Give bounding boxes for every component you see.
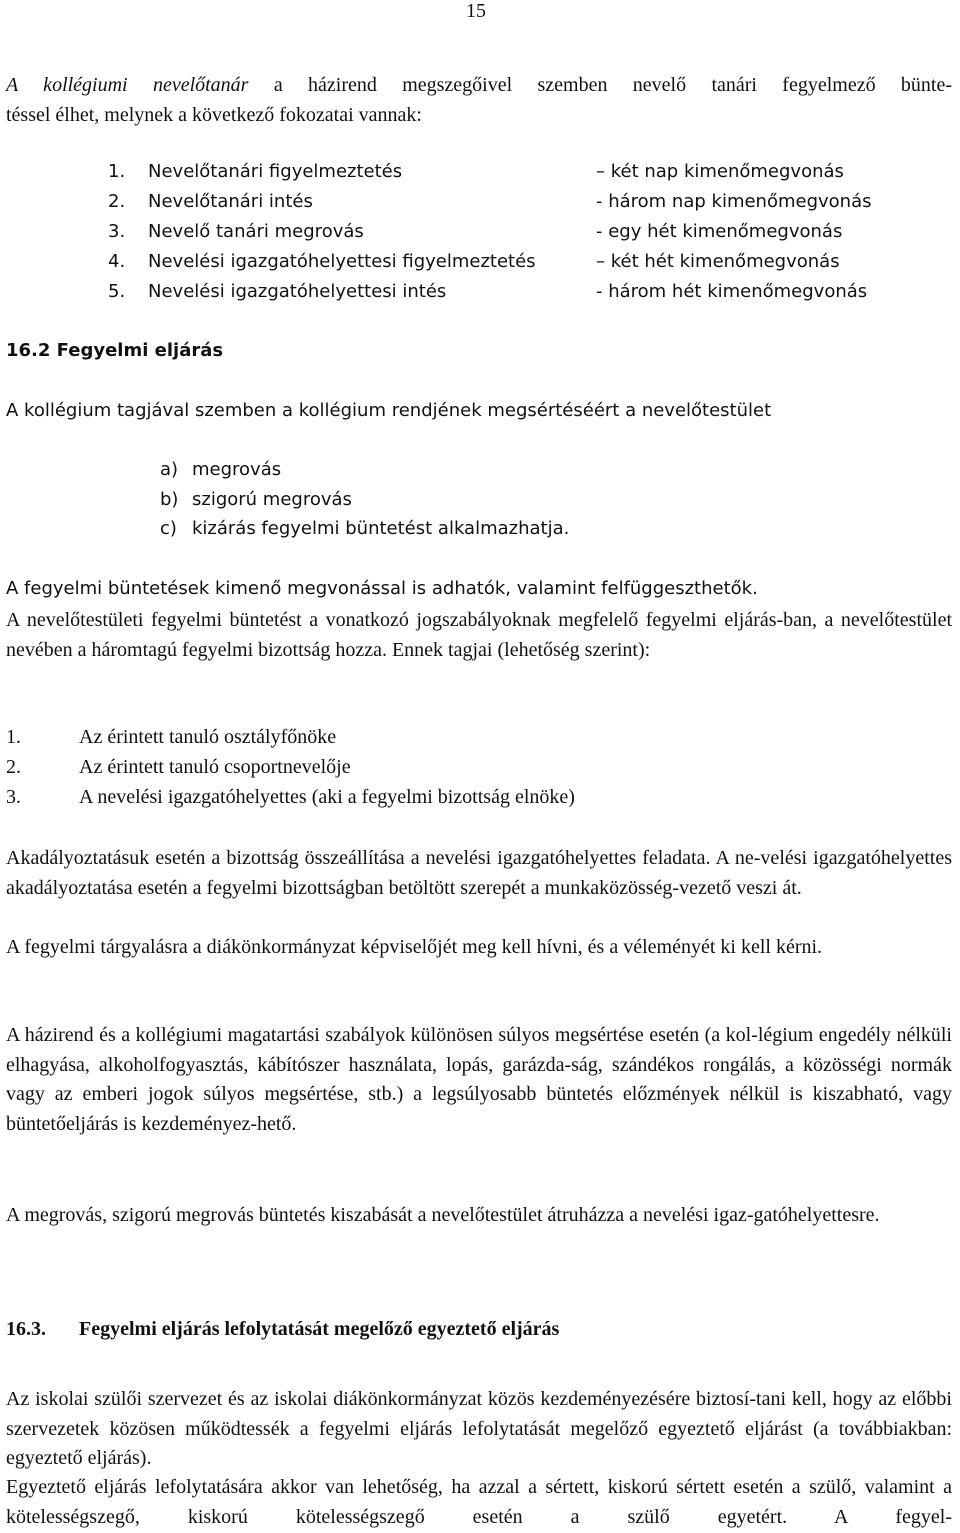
penalty-item: 1. Nevelőtanári figyelmeztetés [108,161,403,182]
member-item: 1. Az érintett tanuló osztályfőnöke [6,726,337,748]
member-item: 3. A nevelési igazgatóhelyettes (aki a fegyelmi bizottság elnöke) [6,786,575,808]
committee-paragraph: A nevelőtestületi fegyelmi büntetést a vonatkozó jogszabályoknak megfelelő fegyelmi eljárás-ban, a nevelőtestület nevében a háromtagú fegyelmi bizottság hozza. Ennek tagjai (lehetőség szerint): [6,609,952,661]
penalty-consequence: – két nap kimenőmegvonás [596,161,844,182]
hearing-paragraph: A fegyelmi tárgyalásra a diákönkormányzat képviselőjét meg kell hívni, és a véleményét ki kell kérni. [6,936,823,958]
intro-line2: téssel élhet, melynek a következő fokozatai vannak: [6,103,422,126]
penalty-item: 2. Nevelőtanári intés [108,191,313,212]
penalty-consequence: - három nap kimenőmegvonás [596,191,872,212]
intro-paragraph [6,71,952,130]
section-16-3-paragraph-2: Egyeztető eljárás lefolytatására akkor van lehetőség, ha azzal a sértett, kiskorú sértett esetén a szülő, valamint a kötelességszegő, kiskorú kötelességszegő esetén a szülő egyetért. A fegyel- [6,1476,952,1528]
section-16-2-note: A fegyelmi büntetések kimenő megvonással is adhatók, valamint felfüggeszthetők. [6,578,758,599]
serious-violation-paragraph: A házirend és a kollégiumi magatartási szabályok különösen súlyos megsértése esetén (a kol-légium engedély nélküli elhagyása, alkoholfogyasztás, kábítószer használata, lopás, garázda-ság, szándékos rongálás, a közösségi normák vagy az emberi jogok súlyos megsértése, stb.) a legsúlyosabb büntetés előzmények nélkül is kiszabható, vagy büntetőeljárás is kezdeményez-hető. [6,1024,952,1135]
member-item: 2. Az érintett tanuló csoportnevelője [6,756,351,778]
delegation-paragraph: A megrovás, szigorú megrovás büntetés kiszabását a nevelőtestület átruházza a nevelési igaz-gatóhelyettesre. [6,1204,880,1226]
section-heading-16-3: 16.3. Fegyelmi eljárás lefolytatását megelőző egyeztető eljárás [6,1318,560,1340]
penalty-item: 5. Nevelési igazgatóhelyettesi intés [108,281,447,302]
intro-italic: A kollégiumi nevelőtanár [6,74,249,96]
intro-line1: a házirend megszegőivel szemben nevelő tanári fegyelmező bünte- [248,74,953,96]
section-heading-16-2: 16.2 Fegyelmi eljárás [6,340,224,361]
penalty-consequence: – két hét kimenőmegvonás [596,251,840,272]
penalty-consequence: - három hét kimenőmegvonás [596,281,868,302]
section-16-3-paragraph-1: Az iskolai szülői szervezet és az iskolai diákönkormányzat közös kezdeményezésére biztosí-tani kell, hogy az előbbi szervezetek közösen működtessék a fegyelmi eljárás lefolytatását megelőző egyeztető eljárást (a továbbiakban: egyeztető eljárás). [6,1388,952,1469]
penalty-consequence: - egy hét kimenőmegvonás [596,221,843,242]
section-16-2-intro: A kollégium tagjával szemben a kollégium rendjének megsértéséért a nevelőtestület [6,400,772,421]
option-item: b) szigorú megrovás [160,489,352,510]
penalty-item: 3. Nevelő tanári megrovás [108,221,364,242]
option-item: c) kizárás fegyelmi büntetést alkalmazhatja. [160,518,570,539]
penalty-item: 4. Nevelési igazgatóhelyettesi figyelmeztetés [108,251,536,272]
page-number: 15 [466,0,486,22]
section-title: Fegyelmi eljárás lefolytatását megelőző egyeztető eljárás [79,1318,560,1340]
obstacle-paragraph: Akadályoztatásuk esetén a bizottság összeállítása a nevelési igazgatóhelyettes feladata. A ne-velési igazgatóhelyettes akadályoztatása esetén a fegyelmi bizottságban betöltött szerepét a munkaközösség-vezető veszi át. [6,847,952,899]
option-item: a) megrovás [160,459,282,480]
